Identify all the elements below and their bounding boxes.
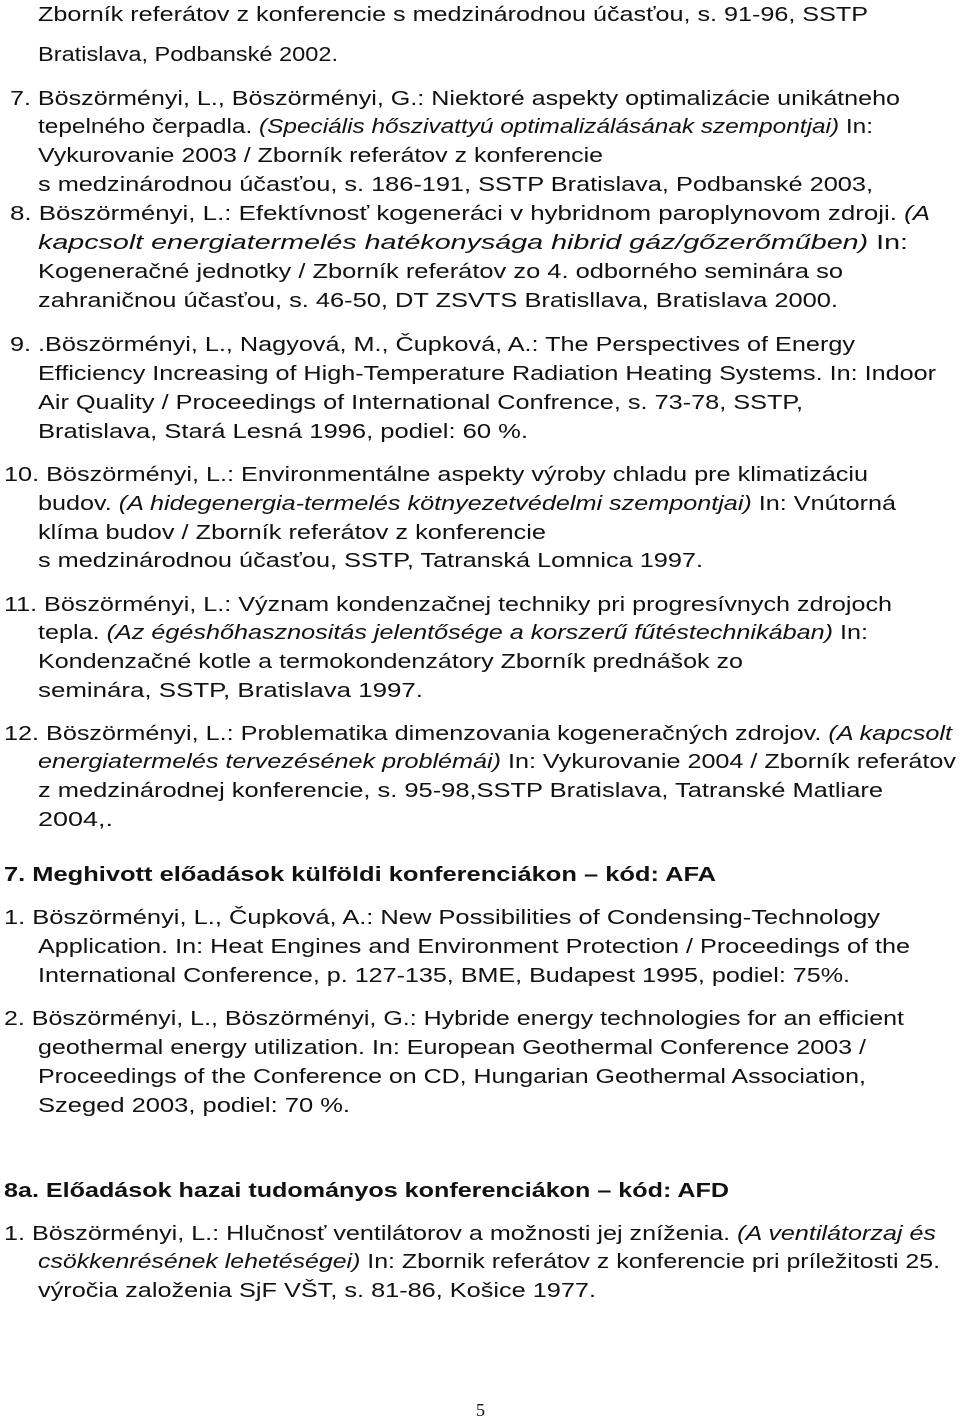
text-run: Bratislava, Stará Lesná 1996, podiel: 60 %. <box>38 421 528 443</box>
ref-line <box>38 621 868 645</box>
ref-line <box>38 391 803 415</box>
ref-line <box>4 722 952 746</box>
ref-line <box>38 144 603 168</box>
ref-line <box>4 906 880 930</box>
text-run: Air Quality / Proceedings of International Confrence, s. 73-78, SSTP, <box>38 392 803 414</box>
ref-line <box>38 750 956 774</box>
ref-line <box>38 115 873 139</box>
text-run: klíma budov / Zborník referátov z konferencie <box>38 522 546 544</box>
italic-title: (Speciális hőszivattyú optimalizálásának szempontjai) <box>258 116 840 138</box>
text-run: In: Zbornik referátov z konferencie pri príležitosti 25. <box>360 1251 940 1273</box>
italic-title: energiatermelés tervezésének problémái) <box>38 751 501 773</box>
text-run: tepelného čerpadla. <box>38 116 259 138</box>
ref-line <box>4 463 868 487</box>
text-run: 8. Böszörményi, L.: Efektívnosť kogeneráci v hybridnom paroplynovom zdroji. <box>10 203 905 225</box>
text-run: In: <box>833 622 868 644</box>
text-run: 10. Böszörményi, L.: Environmentálne aspekty výroby chladu pre klimatizáciu <box>4 464 868 486</box>
text-run: Proceedings of the Conference on CD, Hungarian Geothermal Association, <box>38 1066 866 1088</box>
ref-line <box>38 1250 940 1274</box>
ref-line <box>38 1279 596 1303</box>
text-run: 7. Böszörményi, L., Böszörményi, G.: Niektoré aspekty optimalizácie unikátneho <box>10 88 901 110</box>
ref-line <box>38 1094 350 1118</box>
text-run: Efficiency Increasing of High-Temperature Radiation Heating Systems. In: Indoor <box>38 363 936 385</box>
text-run: geothermal energy utilization. In: European Geothermal Conference 2003 / <box>38 1037 866 1059</box>
text-run: zahraničnou účasťou, s. 46-50, DT ZSVTS Bratisllava, Bratislava 2000. <box>38 290 839 312</box>
ref-line <box>38 173 873 197</box>
ref-line <box>38 231 908 255</box>
italic-title: csökkenrésének lehetéségei) <box>38 1251 361 1273</box>
text-run: 9. .Böszörményi, L., Nagyová, M., Čupková, A.: The Perspectives of Energy <box>10 334 856 356</box>
text-run: seminára, SSTP, Bratislava 1997. <box>38 680 423 702</box>
ref-line <box>38 1036 866 1060</box>
italic-title: (A <box>904 203 930 225</box>
text-run: Kogeneračné jednotky / Zborník referátov zo 4. odborného seminára so <box>38 261 843 283</box>
ref-line <box>38 935 910 959</box>
section-heading <box>4 1179 729 1203</box>
ref-line <box>38 420 528 444</box>
ref-line <box>38 1065 866 1089</box>
ref-line <box>38 549 703 573</box>
text-run: 7. Meghivott előadások külföldi konferenciákon – kód: AFA <box>4 864 716 886</box>
text-run: 2004,. <box>38 809 113 831</box>
text-run: In: <box>839 116 873 138</box>
italic-title: (A hidegenergia-termelés kötnyezetvédelmi szempontjai) <box>118 493 752 515</box>
ref-line <box>38 964 850 988</box>
text-run: 11. Böszörményi, L.: Význam kondenzačnej techniky pri progresívnych zdrojoch <box>4 594 892 616</box>
page-number: 5 <box>476 1400 485 1420</box>
text-run: Szeged 2003, podiel: 70 %. <box>38 1095 350 1117</box>
text-run: tepla. <box>38 622 107 644</box>
ref-line <box>4 593 892 617</box>
ref-line <box>4 1222 936 1246</box>
text-run: z medzinárodnej konferencie, s. 95-98,SSTP Bratislava, Tatranské Matliare <box>38 780 883 802</box>
ref-line <box>38 779 883 803</box>
italic-title: kapcsolt energiatermelés hatékonysága hibrid gáz/gőzerőműben) <box>38 232 869 254</box>
ref-line <box>38 521 546 545</box>
text-run: Vykurovanie 2003 / Zborník referátov z konferencie <box>38 145 603 167</box>
text-run: International Conference, p. 127-135, BME, Budapest 1995, podiel: 75%. <box>38 965 850 987</box>
text-run: In: Vnútorná <box>751 493 896 515</box>
ref-line <box>38 289 838 313</box>
ref-line <box>10 202 930 226</box>
text-run: 1. Böszörményi, L.: Hlučnosť ventilátorov a možnosti jej zníženia. <box>4 1223 738 1245</box>
text-run: 8a. Előadások hazai tudományos konferenciákon – kód: AFD <box>4 1180 729 1202</box>
ref-line <box>38 260 843 284</box>
text-run: 2. Böszörményi, L., Böszörményi, G.: Hybride energy technologies for an efficient <box>4 1008 905 1030</box>
italic-title: (Az égéshőhasznositás jelentősége a korszerű fűtéstechnikában) <box>106 622 834 644</box>
italic-title: (A kapcsolt <box>828 723 952 745</box>
ref-line <box>38 492 896 516</box>
ref-line <box>38 362 936 386</box>
section-heading <box>4 863 716 887</box>
ref-line <box>4 1007 904 1031</box>
ref-line <box>10 87 900 111</box>
ref-line <box>38 43 338 67</box>
text-run: Zborník referátov z konferencie s medzinárodnou účasťou, s. 91-96, SSTP <box>38 4 868 26</box>
ref-line <box>38 3 868 27</box>
text-run: In: <box>868 232 908 254</box>
text-run: 12. Böszörményi, L.: Problematika dimenzovania kogeneračných zdrojov. <box>4 723 829 745</box>
text-run: Bratislava, Podbanské 2002. <box>38 44 338 66</box>
ref-line <box>38 808 113 832</box>
text-run: In: Vykurovanie 2004 / Zborník referátov <box>500 751 957 773</box>
text-run: Kondenzačné kotle a termokondenzátory Zborník prednášok zo <box>38 651 743 673</box>
ref-line <box>38 679 423 703</box>
text-run: s medzinárodnou účasťou, SSTP, Tatranská Lomnica 1997. <box>38 550 703 572</box>
text-run: Application. In: Heat Engines and Environment Protection / Proceedings of the <box>38 936 910 958</box>
text-run: s medzinárodnou účasťou, s. 186-191, SSTP Bratislava, Podbanské 2003, <box>38 174 873 196</box>
ref-line <box>10 333 855 357</box>
ref-line <box>38 650 743 674</box>
text-run: výročia založenia SjF VŠT, s. 81-86, Košice 1977. <box>38 1280 596 1302</box>
text-run: 1. Böszörményi, L., Čupková, A.: New Possibilities of Condensing-Technology <box>4 907 880 929</box>
italic-title: (A ventilátorzaj és <box>737 1223 936 1245</box>
text-run: budov. <box>38 493 119 515</box>
